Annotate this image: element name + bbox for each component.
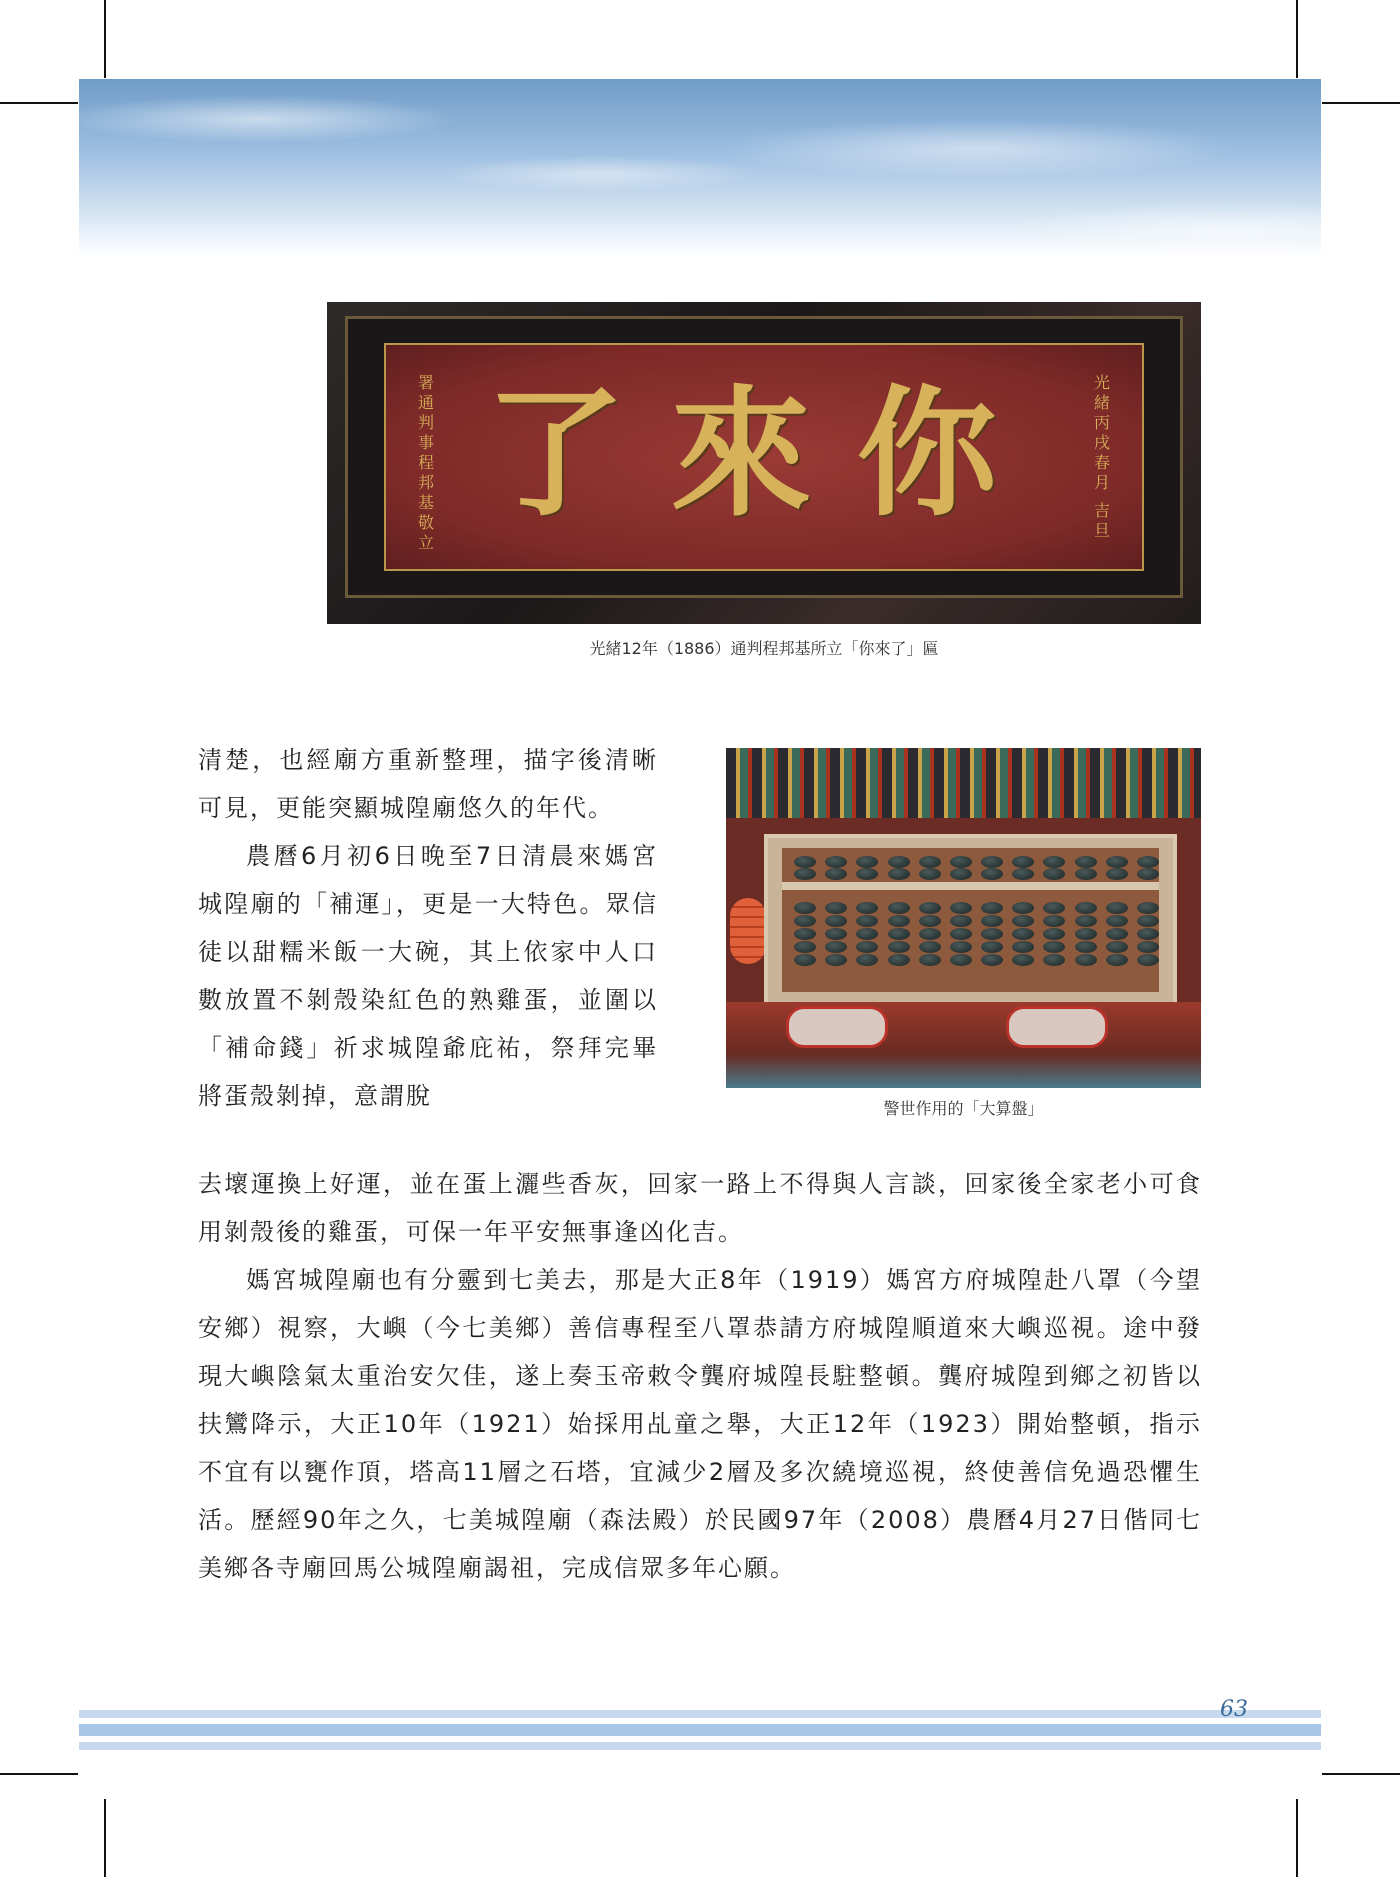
- plaque-caption: 光緒12年（1886）通判程邦基所立「你來了」匾: [589, 639, 939, 658]
- plaque-left-inscription: 署通判事程邦基敬立: [417, 373, 434, 552]
- abacus-bead: [1043, 954, 1065, 966]
- abacus-bead-column: [1075, 848, 1097, 992]
- abacus-bead: [888, 868, 910, 880]
- abacus-bead: [825, 941, 847, 953]
- abacus-bead: [1012, 856, 1034, 868]
- crop-mark: [1296, 0, 1298, 78]
- abacus-bead-column: [950, 848, 972, 992]
- plaque-photo: [327, 302, 1201, 624]
- abacus-bead: [856, 928, 878, 940]
- abacus-bead: [888, 928, 910, 940]
- abacus-bead: [1137, 954, 1159, 966]
- footer-stripe: [79, 1724, 1321, 1736]
- abacus-bead-column: [794, 848, 816, 992]
- abacus-bead: [1075, 941, 1097, 953]
- abacus-bead: [856, 856, 878, 868]
- abacus-bead: [888, 941, 910, 953]
- abacus-bead: [1106, 915, 1128, 927]
- abacus-bead-column: [919, 848, 941, 992]
- abacus-bead: [856, 954, 878, 966]
- abacus-bead: [825, 856, 847, 868]
- abacus-base: [726, 1002, 1201, 1088]
- abacus-bead: [950, 954, 972, 966]
- abacus-bead: [1137, 928, 1159, 940]
- abacus-bead: [1075, 954, 1097, 966]
- abacus-bead-column: [1012, 848, 1034, 992]
- abacus-bead: [1043, 928, 1065, 940]
- crop-mark: [1296, 1799, 1298, 1877]
- abacus-bead: [888, 954, 910, 966]
- abacus-bead: [981, 941, 1003, 953]
- paragraph: 媽宮城隍廟也有分靈到七美去，那是大正8年（1919）媽宮方府城隍赴八罩（今望安鄉）視察，大嶼（今七美鄉）善信專程至八罩恭請方府城隍順道來大嶼巡視。途中發現大嶼陰氣太重治安欠佳，遂上奏玉帝敕令龔府城隍長駐整頓。龔府城隍到鄉之初皆以扶鸞降示，大正10年（1921）始採用乩童之舉，大正12年（1923）開始整頓，指示不宜有以甕作頂，塔高11層之石塔，宜減少2層及多次繞境巡視，終使善信免過恐懼生活。歷經90年之久，七美城隍廟（森法殿）於民國97年（2008）農曆4月27日偕同七美鄉各寺廟回馬公城隍廟謁祖，完成信眾多年心願。: [198, 1266, 1202, 1582]
- abacus-bead: [1012, 902, 1034, 914]
- crop-mark: [0, 102, 78, 104]
- abacus-bead: [1137, 915, 1159, 927]
- crop-mark: [0, 1773, 78, 1775]
- crop-mark: [1322, 102, 1400, 104]
- abacus-bead: [825, 868, 847, 880]
- abacus-inner: [782, 848, 1159, 992]
- abacus-bead: [950, 856, 972, 868]
- abacus-bead-column: [1137, 848, 1159, 992]
- abacus-bead-column: [981, 848, 1003, 992]
- abacus-bead: [1043, 868, 1065, 880]
- abacus-frame: [764, 834, 1177, 1010]
- paragraph: 清楚，也經廟方重新整理，描字後清晰可見，更能突顯城隍廟悠久的年代。: [198, 746, 658, 822]
- abacus-bead: [1106, 941, 1128, 953]
- abacus-bead: [825, 915, 847, 927]
- abacus-bead: [919, 868, 941, 880]
- abacus-bead: [981, 954, 1003, 966]
- abacus-bead: [950, 928, 972, 940]
- footer-stripe: [79, 1710, 1321, 1718]
- abacus-bead: [919, 902, 941, 914]
- abacus-bead: [1012, 915, 1034, 927]
- abacus-bead: [950, 915, 972, 927]
- cloud-carving-icon: [1006, 1006, 1108, 1048]
- paragraph: 農曆6月初6日晚至7日清晨來媽宮城隍廟的「補運」，更是一大特色。眾信徒以甜糯米飯一大碗，其上依家中人口數放置不剝殼染紅色的熟雞蛋，並圍以「補命錢」祈求城隍爺庇祐，祭拜完畢將蛋殼剝掉，意謂脫: [198, 842, 658, 1110]
- abacus-bead-column: [888, 848, 910, 992]
- abacus-bead: [794, 868, 816, 880]
- abacus-bead: [1075, 902, 1097, 914]
- abacus-bead: [888, 856, 910, 868]
- abacus-bead: [1012, 941, 1034, 953]
- abacus-bead: [1043, 856, 1065, 868]
- abacus-bead: [1137, 902, 1159, 914]
- abacus-bead: [919, 915, 941, 927]
- abacus-bead: [794, 954, 816, 966]
- cloud-carving-icon: [786, 1006, 888, 1048]
- abacus-bead: [1012, 928, 1034, 940]
- abacus-bead: [1137, 856, 1159, 868]
- abacus-bead: [1075, 868, 1097, 880]
- lantern-icon: [730, 898, 766, 964]
- abacus-bead: [1043, 915, 1065, 927]
- abacus-bead: [856, 902, 878, 914]
- abacus-bead: [919, 928, 941, 940]
- abacus-bead: [856, 941, 878, 953]
- abacus-bead: [981, 856, 1003, 868]
- abacus-bead: [825, 928, 847, 940]
- abacus-bead: [794, 928, 816, 940]
- plaque-right-inscription: 光緒丙戌春月: [1093, 373, 1110, 492]
- abacus-bead: [950, 941, 972, 953]
- abacus-bead: [1106, 868, 1128, 880]
- abacus-caption: 警世作用的「大算盤」: [883, 1099, 1044, 1118]
- full-width-text: [198, 1160, 1202, 1592]
- abacus-bead: [1075, 856, 1097, 868]
- abacus-bead-column: [856, 848, 878, 992]
- abacus-bead: [1137, 941, 1159, 953]
- abacus-bead: [1137, 868, 1159, 880]
- abacus-bead: [981, 902, 1003, 914]
- abacus-bead: [919, 941, 941, 953]
- abacus-bead: [856, 915, 878, 927]
- abacus-bead: [794, 941, 816, 953]
- abacus-bead: [1106, 928, 1128, 940]
- abacus-ceiling-decoration: [726, 748, 1201, 818]
- plaque-right-sign: 吉旦: [1093, 501, 1110, 540]
- plaque-board: [384, 343, 1144, 571]
- abacus-bead: [825, 954, 847, 966]
- crop-mark: [1322, 1773, 1400, 1775]
- abacus-bead: [919, 954, 941, 966]
- footer-stripe: [79, 1742, 1321, 1750]
- abacus-bead: [950, 868, 972, 880]
- crop-mark: [104, 1799, 106, 1877]
- abacus-bead: [1106, 902, 1128, 914]
- paragraph: 去壞運換上好運，並在蛋上灑些香灰，回家一路上不得與人言談，回家後全家老小可食用剝殼後的雞蛋，可保一年平安無事逢凶化吉。: [198, 1170, 1202, 1246]
- page-number: 63: [1220, 1697, 1248, 1722]
- abacus-bead: [981, 868, 1003, 880]
- abacus-bead-column: [825, 848, 847, 992]
- abacus-bead: [950, 902, 972, 914]
- abacus-bead: [1075, 915, 1097, 927]
- abacus-bead: [1043, 941, 1065, 953]
- abacus-bead: [794, 856, 816, 868]
- abacus-bead: [1106, 954, 1128, 966]
- abacus-bead-column: [1106, 848, 1128, 992]
- abacus-bead: [919, 856, 941, 868]
- abacus-bead: [794, 915, 816, 927]
- plaque-main-characters: 了來你: [484, 372, 1043, 537]
- abacus-bead-column: [1043, 848, 1065, 992]
- abacus-bead: [825, 902, 847, 914]
- header-sky-banner: [79, 79, 1321, 257]
- abacus-bead: [888, 915, 910, 927]
- abacus-bead: [1075, 928, 1097, 940]
- crop-mark: [104, 0, 106, 78]
- abacus-bead: [981, 928, 1003, 940]
- abacus-bead: [1012, 868, 1034, 880]
- abacus-bead: [981, 915, 1003, 927]
- abacus-bead: [1106, 856, 1128, 868]
- abacus-photo: [726, 748, 1201, 1088]
- plaque-frame: [345, 316, 1183, 598]
- abacus-bead: [794, 902, 816, 914]
- abacus-bead: [856, 868, 878, 880]
- abacus-bead: [1012, 954, 1034, 966]
- narrow-column-text: [198, 736, 658, 1120]
- abacus-bead: [1043, 902, 1065, 914]
- abacus-bead: [888, 902, 910, 914]
